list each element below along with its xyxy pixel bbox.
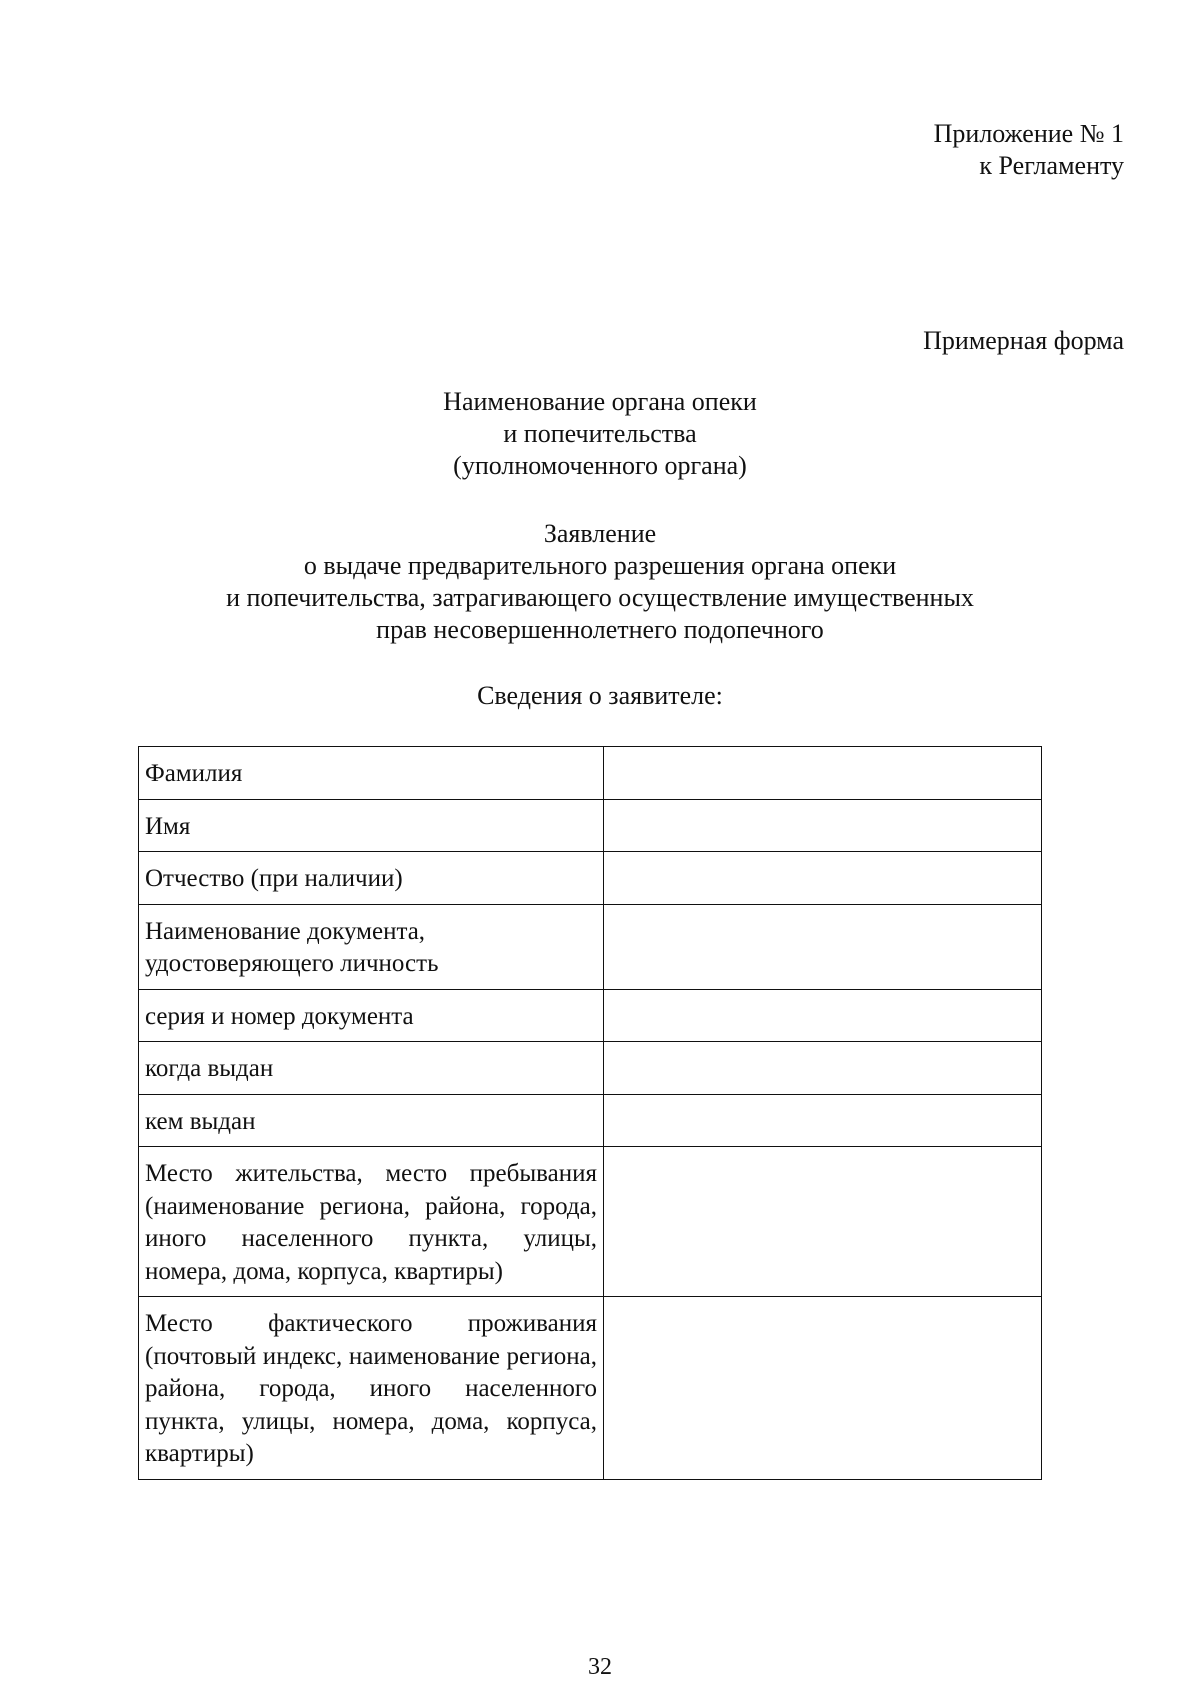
table-row <box>139 799 1042 852</box>
authority-line: (уполномоченного органа) <box>453 451 747 480</box>
row-value-actual-address[interactable] <box>604 1297 1042 1480</box>
row-label-id-document: Наименование документа, удостоверяющего личность <box>139 904 604 989</box>
row-label-residence: Место жительства, место пребывания (наименование региона, района, города, иного населенного пункта, улицы, номера, дома, корпуса, квартиры) <box>139 1147 604 1297</box>
row-value-patronymic[interactable] <box>604 852 1042 905</box>
row-label-issue-date: когда выдан <box>139 1042 604 1095</box>
row-value-issued-by[interactable] <box>604 1094 1042 1147</box>
title-line: Заявление <box>543 519 657 548</box>
row-value-issue-date[interactable] <box>604 1042 1042 1095</box>
document-title <box>0 518 1200 646</box>
row-value-surname[interactable] <box>604 747 1042 800</box>
table-row <box>139 852 1042 905</box>
table-row <box>139 747 1042 800</box>
row-label-surname: Фамилия <box>139 747 604 800</box>
section-title: Сведения о заявителе: <box>477 681 723 710</box>
title-line: прав несовершеннолетнего подопечного <box>376 615 824 644</box>
authority-line: Наименование органа опеки <box>443 387 757 416</box>
page-number: 32 <box>588 1654 612 1680</box>
row-value-series-number[interactable] <box>604 989 1042 1042</box>
table-row <box>139 1147 1042 1297</box>
row-label-issued-by: кем выдан <box>139 1094 604 1147</box>
table-row <box>139 989 1042 1042</box>
row-label-actual-address: Место фактического проживания (почтовый индекс, наименование региона, района, города, иного населенного пункта, улицы, номера, дома, корпуса, квартиры) <box>139 1297 604 1480</box>
title-line: о выдаче предварительного разрешения органа опеки <box>303 551 897 580</box>
applicant-info-table <box>138 746 1042 1480</box>
form-note: Примерная форма <box>923 326 1124 355</box>
table-row <box>139 1297 1042 1480</box>
row-value-id-document[interactable] <box>604 904 1042 989</box>
row-value-name[interactable] <box>604 799 1042 852</box>
row-label-patronymic: Отчество (при наличии) <box>139 852 604 905</box>
row-value-residence[interactable] <box>604 1147 1042 1297</box>
table-row <box>139 1042 1042 1095</box>
appendix-header <box>934 118 1124 182</box>
appendix-number: Приложение № 1 <box>933 119 1124 148</box>
row-label-series-number: серия и номер документа <box>139 989 604 1042</box>
appendix-reference: к Регламенту <box>979 151 1124 180</box>
table-row <box>139 1094 1042 1147</box>
authority-line: и попечительства <box>503 419 697 448</box>
authority-name <box>0 386 1200 482</box>
row-label-name: Имя <box>139 799 604 852</box>
title-line: и попечительства, затрагивающего осуществление имущественных <box>226 583 974 612</box>
table-row <box>139 904 1042 989</box>
